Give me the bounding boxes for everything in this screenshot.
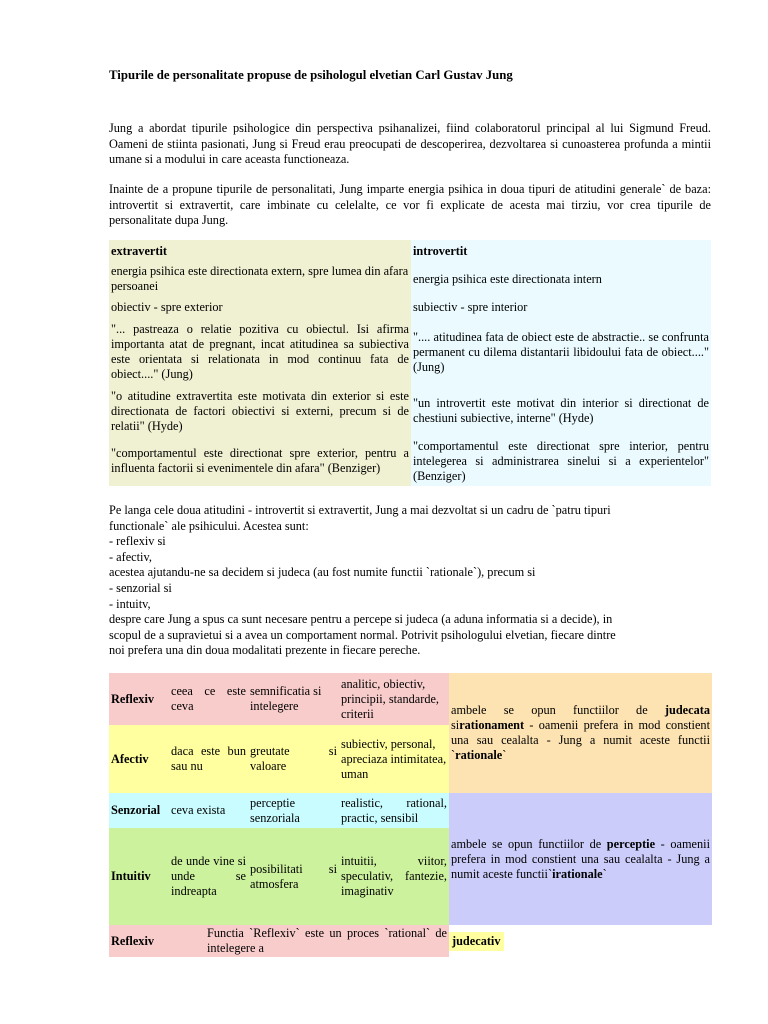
cell-intro-1: energia psihica este directionata intern — [411, 262, 711, 296]
cell-senzorial-meaning: perceptie senzoriala — [248, 793, 339, 828]
cell-senzorial-traits: realistic, rational, practic, sensibil — [339, 793, 449, 828]
functions-line: - intuitv, — [109, 596, 151, 611]
functions-line: - afectiv, — [109, 549, 152, 564]
cell-reflexiv-definition: Functia `Reflexiv` este un proces `rational` de intelegere a — [169, 925, 449, 957]
cell-intro-5: "comportamentul este directionat spre interior, pentru intelegerea si administrarea sinelui si a experientelor" (Benziger) — [411, 436, 711, 486]
functions-line: Pe langa cele doua atitudini - introvertit si extravertit, Jung a mai dezvoltat si un cadru de `patru tipuri — [109, 503, 611, 517]
cell-extra-4: "o atitudine extravertita este motivata din exterior si este directionata de factori obiectivi si externi, precum si de relatii" (Hyde) — [109, 386, 411, 436]
functions-line: - reflexiv si — [109, 534, 166, 549]
cell-senzorial-what: ceva exista — [169, 793, 248, 828]
paragraph-intro: Jung a abordat tipurile psihologice din perspectiva psihanalizei, fiind colaboratorul principal al lui Sigmund Freud. Oameni de stiinta pasionati, Jung si Freud erau preocupati de descoperirea, dezvoltarea si cunoasterea profunda a mintii umane si a modului in care aceasta functioneaza. — [109, 121, 711, 167]
row-name-afectiv: Afectiv — [109, 725, 169, 793]
cell-afectiv-what: daca este bun sau nu — [169, 725, 248, 793]
cell-extra-1: energia psihica este directionata extern, spre lumea din afara persoanei — [109, 262, 411, 296]
cell-extra-3: "... pastreaza o relatie pozitiva cu obiectul. Isi afirma importanta atat de pregnant, incat atitudinea sa subiectiva este orientata si relationata in mod continuu fata de obiect...." (Jung) — [109, 318, 411, 386]
row-name-intuitiv: Intuitiv — [109, 828, 169, 925]
cell-intro-4: "un introvertit este motivat din interior si directionat de chestiuni subiective, interne" (Hyde) — [411, 386, 711, 436]
cell-irrational-functions: ambele se opun functiilor de perceptie - oamenii prefera in mod constient una sau cealalta - Jung a numit aceste functii`irationale` — [449, 793, 712, 925]
cell-intuitiv-traits: intuitii, viitor, speculativ, fantezie, imaginativ — [339, 828, 449, 925]
cell-reflexiv-meaning: semnificatia si intelegere — [248, 673, 339, 725]
row-name-senzorial: Senzorial — [109, 793, 169, 828]
cell-intuitiv-meaning: posibilitati si atmosfera — [248, 828, 339, 925]
cell-reflexiv-tail: judecativ — [449, 925, 712, 957]
cell-extra-2: obiectiv - spre exterior — [109, 296, 411, 318]
paragraph-functions — [109, 503, 711, 659]
functions-line: noi prefera una din doua modalitati prezente in fiecare pereche. — [109, 643, 421, 658]
cell-rational-functions: ambele se opun functiilor de judecata sirationament - oamenii prefera in mod constient una sau cealalta - Jung a numit aceste functii `rationale` — [449, 673, 712, 793]
cell-intro-2: subiectiv - spre interior — [411, 296, 711, 318]
cell-extra-5: "comportamentul este directionat spre exterior, pentru a influenta factorii si evenimentele din afara" (Benziger) — [109, 436, 411, 486]
functions-line: - senzorial si — [109, 580, 172, 595]
functions-line: functionale` ale psihicului. Acestea sunt: — [109, 518, 309, 533]
header-introvertit: introvertit — [411, 240, 711, 262]
document-title: Tipurile de personalitate propuse de psihologul elvetian Carl Gustav Jung — [109, 68, 513, 82]
functions-line: despre care Jung a spus ca sunt necesare pentru a percepe si judeca (a aduna informatia si a decide), in — [109, 612, 613, 627]
cell-reflexiv-traits: analitic, obiectiv, principii, standarde, criterii — [339, 673, 449, 725]
attitudes-table — [109, 240, 711, 486]
header-extravertit: extravertit — [109, 240, 411, 262]
cell-intuitiv-what: de unde vine si unde se indreapta — [169, 828, 248, 925]
cell-afectiv-meaning: greutate si valoare — [248, 725, 339, 793]
row-name-reflexiv: Reflexiv — [109, 673, 169, 725]
paragraph-attitudes: Inainte de a propune tipurile de personalitati, Jung imparte energia psihica in doua tipuri de atitudini generale` de baza: introvertit si extravertit, care imbinate cu celelalte, ce vor fi explicate de acesta mai tirziu, vor crea tipurile de personalitate dupa Jung. — [109, 182, 711, 228]
functions-line: scopul de a supravietui si a avea un comportament normal. Potrivit psihologului elvetian, fiecare dintre — [109, 627, 616, 642]
row-name-reflexiv-2: Reflexiv — [109, 925, 169, 957]
cell-intro-3: ".... atitudinea fata de obiect este de abstractie.. se confrunta permanent cu dilema distantarii libidoului fata de obiect...." (Jung) — [411, 318, 711, 386]
functions-line: acestea ajutandu-ne sa decidem si judeca (au fost numite functii `rationale`), precum si — [109, 565, 536, 580]
functions-table — [109, 673, 712, 957]
cell-reflexiv-what: ceea ce este ceva — [169, 673, 248, 725]
cell-afectiv-traits: subiectiv, personal, apreciaza intimitatea, uman — [339, 725, 449, 793]
